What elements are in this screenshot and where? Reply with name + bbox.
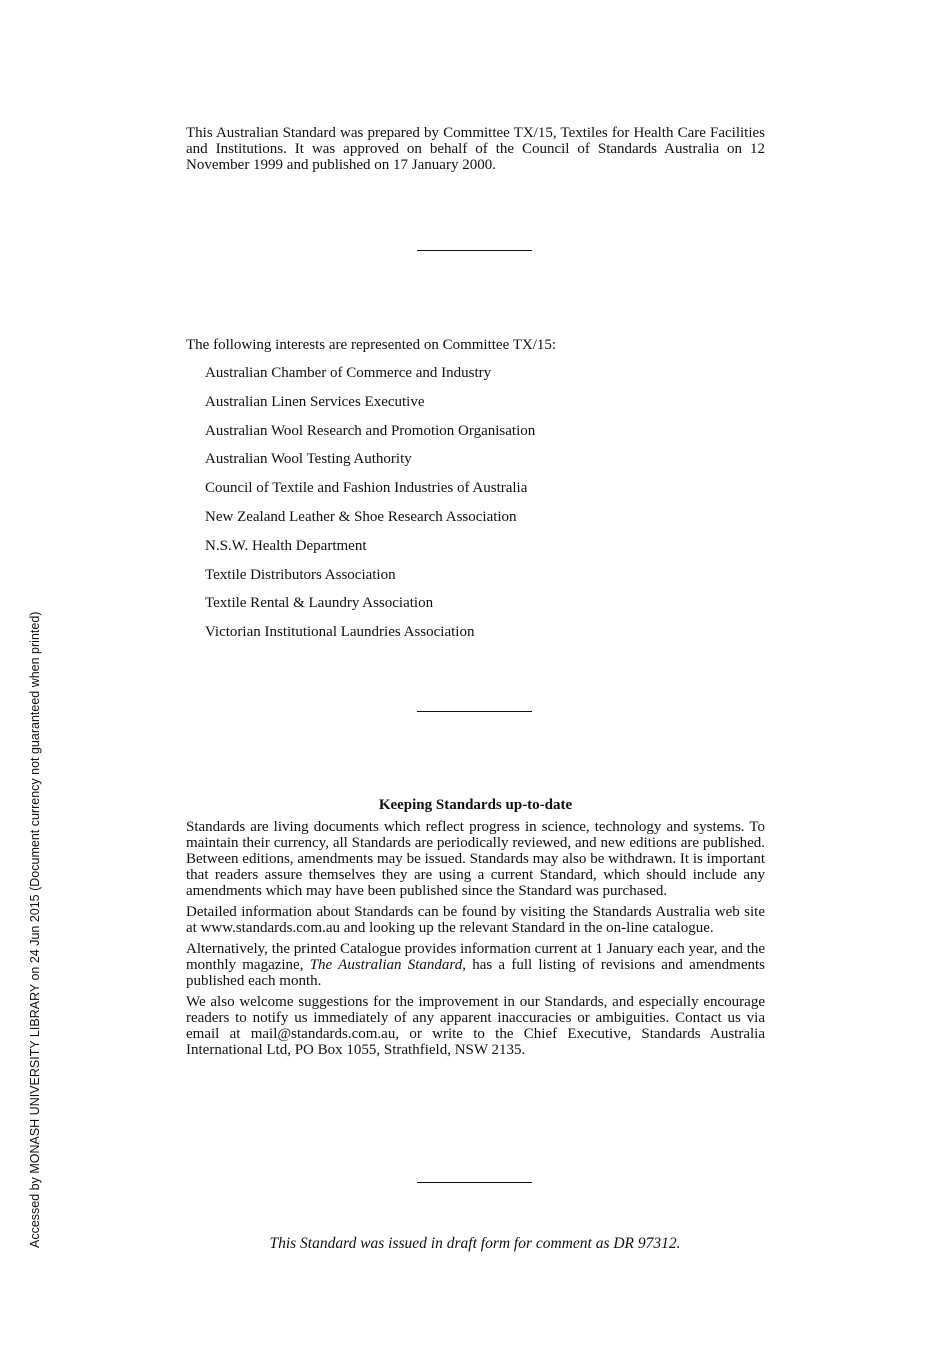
committee-member: Australian Wool Research and Promotion Organisation xyxy=(205,422,536,439)
committee-member: N.S.W. Health Department xyxy=(205,537,367,554)
committee-member: Council of Textile and Fashion Industries of Australia xyxy=(205,480,528,497)
access-watermark: Accessed by MONASH UNIVERSITY LIBRARY on 24 Jun 2015 (Document currency not guaranteed when printed) xyxy=(28,611,42,1248)
preface-text: This Australian Standard was prepared by Committee TX/15, Textiles for Health Care Facilities and Institutions. It was approved on behalf of the Council of Standards Australia on 12 November 1999 and published on 17 January 2000. xyxy=(186,125,765,173)
keeping-up-to-date-body xyxy=(186,819,765,1063)
section-divider-3 xyxy=(417,1182,532,1183)
committee-member: Australian Linen Services Executive xyxy=(205,393,425,410)
preface-paragraph xyxy=(186,125,765,173)
body-paragraph: Detailed information about Standards can be found by visiting the Standards Australia web site at www.standards.com.au and looking up the relevant Standard in the on-line catalogue. xyxy=(186,904,765,936)
draft-note: This Standard was issued in draft form for comment as DR 97312. xyxy=(269,1235,681,1252)
committee-intro: The following interests are represented on Committee TX/15: xyxy=(186,337,557,353)
committee-member: Textile Rental & Laundry Association xyxy=(205,595,434,612)
section-divider-1 xyxy=(417,250,532,251)
section-divider-2 xyxy=(417,711,532,712)
body-text: , has a full listing of revisions and amendments published each month. xyxy=(186,957,765,989)
committee-member: Australian Wool Testing Authority xyxy=(205,451,412,468)
committee-member: Australian Chamber of Commerce and Industry xyxy=(205,365,492,381)
magazine-title: The Australian Standard xyxy=(309,957,463,973)
committee-member: Victorian Institutional Laundries Association xyxy=(205,624,475,641)
body-paragraph xyxy=(186,941,765,989)
body-paragraph: Standards are living documents which reflect progress in science, technology and systems. To maintain their currency, all Standards are periodically reviewed, and new editions are published. Between editions, amendments may be issued. Standards may also be withdrawn. It is important that readers assure themselves they are using a current Standard, which should include any amendments which may have been published since the Standard was purchased. xyxy=(186,819,765,899)
committee-member-list xyxy=(205,365,535,653)
committee-member: Textile Distributors Association xyxy=(205,566,396,583)
keeping-up-to-date-heading: Keeping Standards up-to-date xyxy=(378,797,573,813)
committee-member: New Zealand Leather & Shoe Research Association xyxy=(205,508,517,525)
body-paragraph: We also welcome suggestions for the improvement in our Standards, and especially encourage readers to notify us immediately of any apparent inaccuracies or ambiguities. Contact us via email at mail@standards.com.au, or write to the Chief Executive, Standards Australia International Ltd, PO Box 1055, Strathfield, NSW 2135. xyxy=(186,994,765,1058)
body-text: Alternatively, the printed Catalogue provides information current at 1 January each year, and the monthly magazine, xyxy=(186,941,765,973)
